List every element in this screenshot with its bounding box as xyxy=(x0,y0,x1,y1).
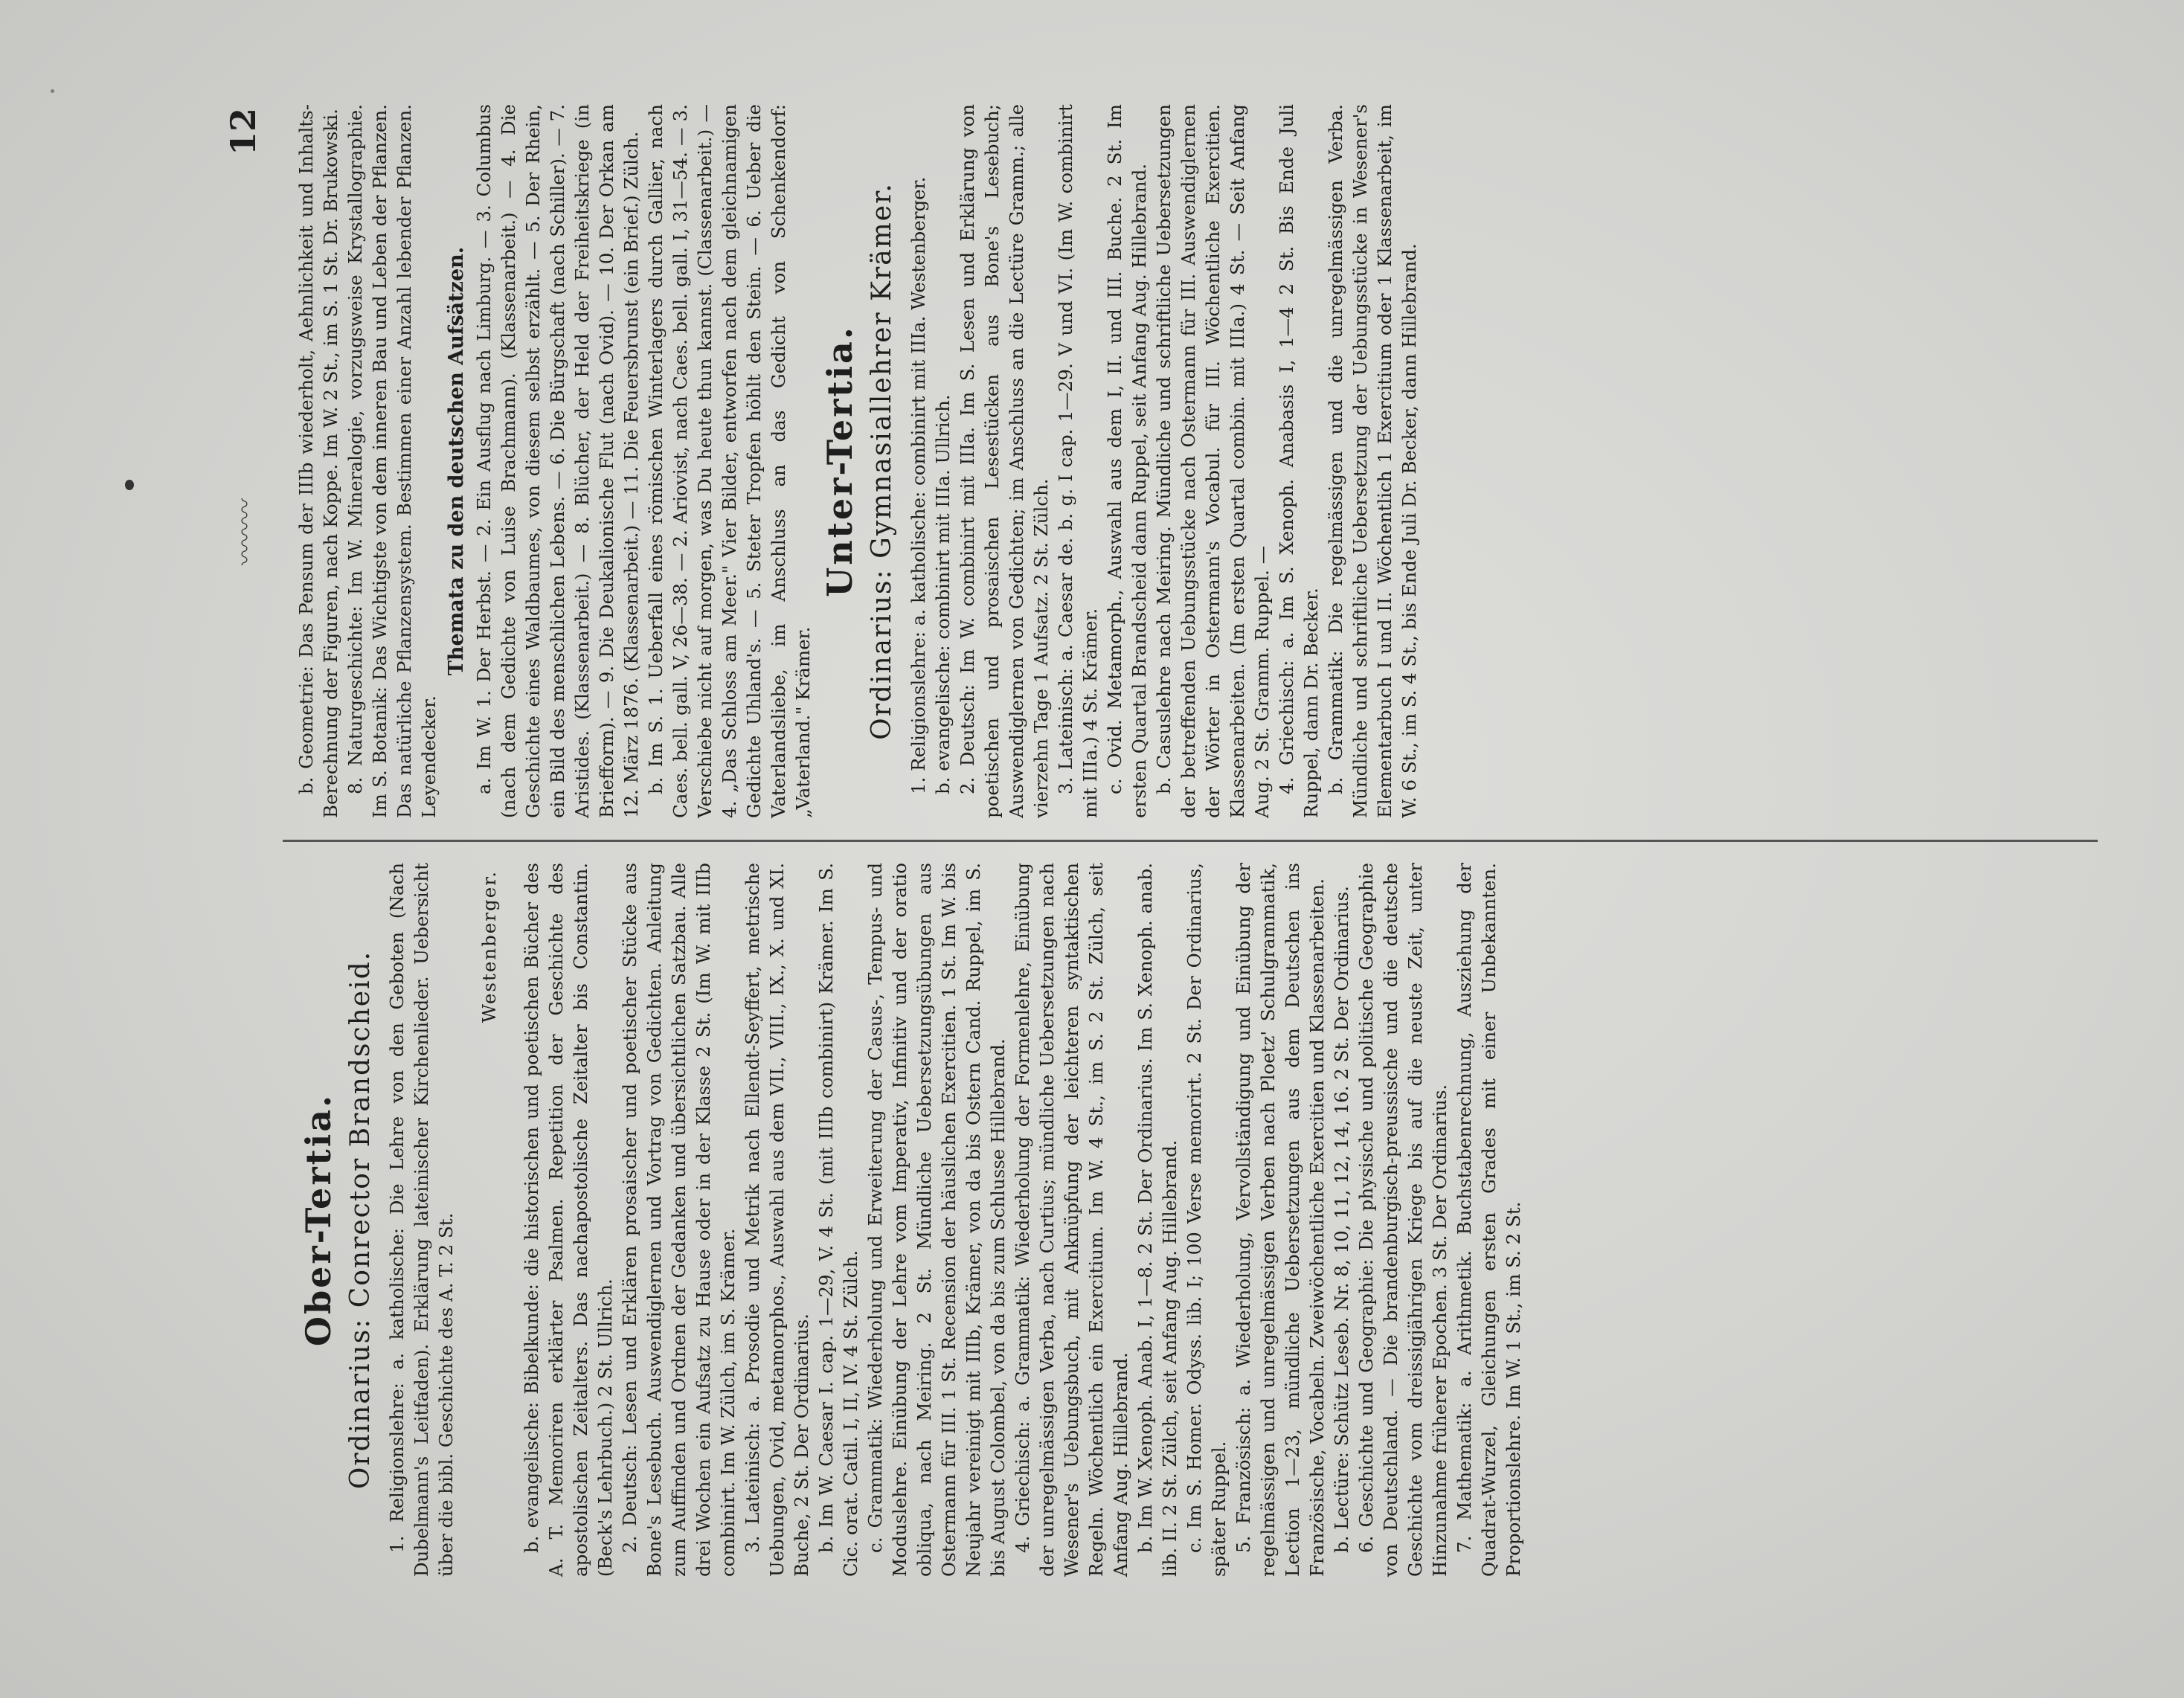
paragraph: 8. Naturgeschichte: Im W. Mineralogie, vorzugsweise Krystallographie. Im S. Botanik: Das Wichtigste von dem inneren Bau und Leben der Pflanzen. Das natürliche Pflanzensystem. Bestimmen einer Anzahl lebender Pflanzen. Leyendecker. xyxy=(344,104,440,818)
section-title-ober-tertia: Ober-Tertia. xyxy=(298,1093,338,1347)
paragraph: b. Grammatik: Die regelmässigen und die unregelmässigen Verba. Mündliche und schriftliche Uebersetzung der Uebungsstücke in Wesener's Elementarbuch I und II. Wöchentlich 1 Exercitium oder 1 Klassenarbeit, im W. 6 St., im S. 4 St., bis Ende Juli Dr. Becker, dann Hillebrand. xyxy=(1325,104,1420,818)
ordinarius-line: Ordinarius: Gymnasiallehrer Krämer. xyxy=(867,182,897,740)
paragraph: b. Im S. 1. Ueberfall eines römischen Winterlagers durch Gallier, nach Caes. bell. gall. V, 26—38. — 2. Ariovist, nach Caes. bell. gall. I, 31—54. — 3. Verschiebe nicht auf morgen, was Du heute thun kannst. (Classenarbeit.) — 4. „Das Schloss am Meer." Vier Bilder, entworfen nach dem gleichnamigen Gedichte Uhland's. — 5. Steter Tropfen höhlt den Stein. — 6. Ueber die Vaterlandsliebe, im Anschluss an das Gedicht von Schenkendorf: „Vaterland." Krämer. xyxy=(645,104,814,818)
paragraph: 1. Religionslehre: a. katholische: combinirt mit IIIa. Westenberger. xyxy=(908,176,929,794)
ordinarius-line: Ordinarius: Conrector Brandscheid. xyxy=(345,950,376,1490)
dust-speck xyxy=(125,480,134,490)
page-number: 12 xyxy=(223,108,263,156)
dust-speck xyxy=(51,89,54,93)
paragraph: 4. Griechisch: a. Grammatik: Wiederholung der Formenlehre, Einübung der unregelmässigen Verba, nach Curtius; mündliche Uebersetzungen nach Wesener's Uebungsbuch, mit Anknüpfung der leichteren syntaktischen Regeln. Wöchentlich ein Exercitium. Im W. 4 St., im S. 2 St. Zülch, seit Anfang Aug. Hillebrand. xyxy=(1012,863,1131,1577)
paragraph: 2. Deutsch: Lesen und Erklären prosaischer und poetischer Stücke aus Bone's Lesebuch. Auswendiglernen und Vortrag von Gedichten. Anleitung zum Auffinden und Ordnen der Gedanken und übersichtlichen Satzbau. Alle drei Wochen ein Aufsatz zu Hause oder in der Klasse 2 St. (Im W. mit IIIb combinirt. Im W. Zülch, im S. Krämer. xyxy=(619,863,739,1577)
essay-topics-title: Themata zu den deutschen Aufsätzen. xyxy=(445,246,468,676)
page-header xyxy=(223,63,275,1592)
paragraph: b. evangelische: Bibelkunde: die historischen und poetischen Bücher des A. T. Memoriren erklärter Psalmen. Repetition der Geschichte des apostolischen Zeitalters. Das nachapostolische Zeitalter bis Constantin. (Beck's Lehrbuch.) 2 St. Ullrich. xyxy=(521,863,616,1577)
column-divider xyxy=(283,840,2098,842)
paragraph: 7. Mathematik: a. Arithmetik. Buchstabenrechnung, Ausziehung der Quadrat-Wurzel, Gleichungen ersten Grades mit einer Unbekannten. Proportionslehre. Im W. 1 St., im S. 2 St. xyxy=(1454,863,1524,1577)
paragraph: 3. Lateinisch: a. Caesar de. b. g. I cap. 1—29. V und VI. (Im W. combinirt mit IIIa.) 4 St. Krämer. xyxy=(1055,104,1101,818)
paragraph: b. Casuslehre nach Meiring. Mündliche und schriftliche Uebersetzungen der betreffenden Uebungsstücke nach Ostermann für III. Auswendiglernen der Wörter in Ostermann's Vocabul. für III. Wöchentliche Exercitien. Klassenarbeiten. (Im ersten Quartal combin. mit IIIa.) 4 St. — Seit Anfang Aug. 2 St. Gramm. Ruppel. — xyxy=(1153,104,1273,818)
right-column xyxy=(294,104,1422,818)
paragraph: c. Ovid. Metamorph., Auswahl aus dem I, II. und III. Buche. 2 St. Im ersten Quartal Brandscheid dann Ruppel, seit Anfang Aug. Hillebrand. xyxy=(1104,104,1150,818)
paragraph: 1. Religionslehre: a. katholische: Die Lehre von den Geboten (Nach Dubelmann's Leitfaden). Erklärung lateinischer Kirchenlieder. Uebersicht über die bibl. Geschichte des A. T. 2 St. xyxy=(386,863,457,1577)
paragraph: c. Im S. Homer. Odyss. lib. I; 100 Verse memorirt. 2 St. Der Ordinarius, später Ruppel. xyxy=(1183,863,1230,1577)
paragraph: a. Im W. 1. Der Herbst. — 2. Ein Ausflug nach Limburg. — 3. Columbus (nach dem Gedichte von Luise Brachmann). (Klassenarbeit.) — 4. Die Geschichte eines Waldbaumes, von diesem selbst erzählt. — 5. Der Rhein, ein Bild des menschlichen Lebens. — 6. Die Bürgschaft (nach Schiller). — 7. Aristides. (Klassenarbeit.) — 8. Blücher, der Held der Freiheitskriege (in Briefform). — 9. Die Deukalionische Flut (nach Ovid). — 10. Der Orkan am 12. März 1876. (Klassenarbeit.) — 11. Die Feuersbrunst (ein Brief.) Zülch. xyxy=(473,104,642,818)
teacher-signature: Westenberger. xyxy=(478,870,500,1023)
section-title-unter-tertia: Unter-Tertia. xyxy=(820,325,860,597)
paragraph: b. Im W. Xenoph. Anab. I, 1—8. 2 St. Der Ordinarius. Im S. Xenoph. anab. lib. II. 2 St. Zülch, seit Anfang Aug. Hillebrand. xyxy=(1134,863,1181,1577)
paragraph: b. Lectüre: Schütz Leseb. Nr. 8, 10, 11, 12, 14, 16. 2 St. Der Ordinarius. xyxy=(1331,886,1352,1553)
paragraph: 5. Französisch: a. Wiederholung, Vervollständigung und Einübung der regelmässigen und unregelmässigen Verben nach Ploetz' Schulgrammatik, Lection 1—23, mündliche Uebersetzungen aus dem Deutschen ins Französische, Vocabeln. Zweiwöchentliche Exercitien und Klassenarbeiten. xyxy=(1233,863,1328,1577)
paragraph: 4. Griechisch: a. Im S. Xenoph. Anabasis I, 1—4 2 St. Bis Ende Juli Ruppel, dann Dr. Becker. xyxy=(1276,104,1322,818)
paragraph: 6. Geschichte und Geographie: Die physische und politische Geographie von Deutschland. — Die brandenburgisch-preussische und die deutsche Geschichte vom dreissigjährigen Kriege bis auf die neuste Zeit, unter Hinzunahme früherer Epochen. 3 St. Der Ordinarius. xyxy=(1355,863,1451,1577)
paragraph: b. Im W. Caesar I. cap. 1—29, V. 4 St. (mit IIIb combinirt) Krämer. Im S. Cic. orat. Catil. I, II, IV. 4 St. Zülch. xyxy=(815,863,861,1577)
rotated-document-page xyxy=(223,63,2098,1592)
paragraph: b. evangelische: combinirt mit IIIa. Ullrich. xyxy=(932,394,954,794)
paragraph: c. Grammatik: Wiederholung und Erweiterung der Casus-, Tempus- und Moduslehre. Einübung der Lehre vom Imperativ, Infinitiv und der oratio obliqua, nach Meiring. 2 St. Mündliche Uebersetzungsübungen aus Ostermann für III. 1 St. Recension der häuslichen Exercitien. 1 St. Im W. bis Neujahr vereinigt mit IIIb, Krämer, von da bis Ostern Cand. Ruppel, im S. bis August Colombel, von da bis zum Schlusse Hillebrand. xyxy=(864,863,1009,1577)
paragraph: b. Geometrie: Das Pensum der IIIb wiederholt, Aehnlichkeit und Inhalts-Berechnung der Figuren, nach Koppe. Im W. 2 St., im S. 1 St. Dr. Brukowski. xyxy=(295,104,341,818)
decorative-ornament: 〰〰〰 xyxy=(233,498,259,565)
paragraph: 2. Deutsch: Im W. combinirt mit IIIa. Im S. Lesen und Erklärung von poetischen und prosaischen Lesestücken aus Bone's Lesebuch; Auswendiglernen von Gedichten; im Anschluss an die Lectüre Gramm.; alle vierzehn Tage 1 Aufsatz. 2 St. Zülch. xyxy=(957,104,1052,818)
left-column xyxy=(294,863,1526,1577)
paragraph: 3. Lateinisch: a. Prosodie und Metrik nach Ellendt-Seyffert, metrische Uebungen, Ovid, metamorphos., Auswahl aus dem VII., VIII., IX., X. und XI. Buche, 2 St. Der Ordinarius. xyxy=(742,863,812,1577)
